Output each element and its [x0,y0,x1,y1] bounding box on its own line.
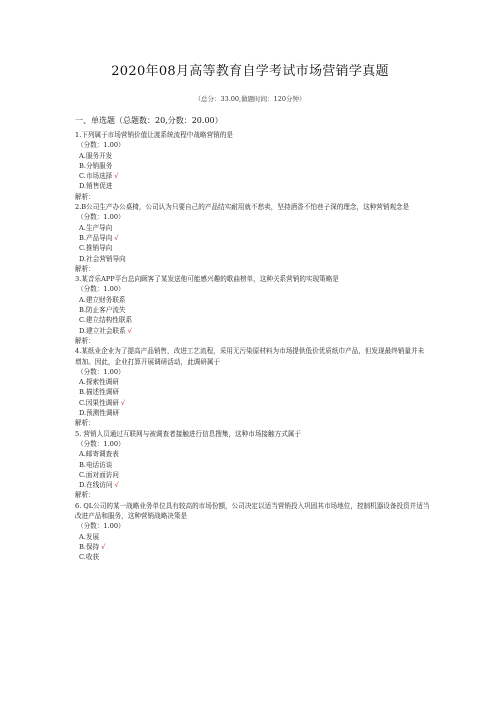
question-stem: 3.某音乐APP平台总向顾客了某发送他可能感兴趣的歌曲榜单，这种关系营销的实现策略是 [75,275,339,284]
question-2 [75,202,430,274]
option-text: B.产品导向 [79,233,113,242]
analysis-label: 解析： [75,192,95,201]
option-a: A.建立财务联系 [79,295,126,304]
document-meta: （总分：33.00,做题时间：120分钟） [194,95,306,103]
option-d [75,326,430,336]
option-a: A.邮寄调查表 [79,450,119,459]
question-score: （分数：1.00） [77,141,125,150]
option-text: B.保持 [79,542,100,551]
option-c [75,171,430,181]
option-d: D.社会营销导向 [79,254,126,263]
option-a: A.生产导向 [79,223,113,232]
section-heading: 一、单选题（总题数：20,分数：20.00） [75,116,223,125]
option-a: A.发展 [79,532,100,541]
question-list [75,130,430,562]
option-b [75,542,430,552]
question-3 [75,274,430,346]
option-text: D.在线访问 [79,481,113,490]
option-c: C.建立结构性联系 [79,316,133,325]
option-b: B.分销服务 [79,161,113,170]
option-b: B.防止客户流失 [79,306,126,315]
question-stem: 4.某纸业企业为了提高产品销售，改进工艺流程，采用无污染原材料为市场提供低价优质纸巾产品，但发现最终销量并未增加。因此，企业打算开展调研活动，此调研属于 [75,347,425,366]
question-score: （分数：1.00） [77,439,125,448]
question-score: （分数：1.00） [77,367,125,376]
option-text: C.因果性调研 [79,398,119,407]
question-score: （分数：1.00） [77,213,125,222]
question-stem: 5. 营销人员通过互联网与被调查者接触进行信息搜集，这种市场接触方式属于 [75,429,301,438]
analysis-label: 解析： [75,491,95,500]
document-title: 2020年08月高等教育自学考试市场营销学真题 [111,64,389,79]
correct-mark-icon: √ [120,398,126,407]
question-4 [75,346,430,428]
question-1 [75,130,430,202]
option-b: B.电话访谈 [79,460,113,469]
option-d: D.销售促进 [79,182,113,191]
option-d: D.预测性调研 [79,409,120,418]
analysis-label: 解析： [75,264,95,273]
question-stem: 2.B公司生产办公桌椅，公司认为只要自己的产品结实耐用就不愁卖，坚持酒香不怕巷子深的理念，这种营销观念是 [75,203,410,212]
option-a: A.服务开发 [79,151,113,160]
correct-mark-icon: √ [114,233,119,242]
option-d [75,480,430,490]
option-a: A.探索性调研 [79,378,119,387]
question-5 [75,429,430,501]
question-score: （分数：1.00） [77,285,125,294]
option-c: C.推销导向 [79,244,113,253]
option-b [75,233,430,243]
option-c: C.收获 [79,553,100,562]
analysis-label: 解析： [75,419,95,428]
correct-mark-icon: √ [114,481,119,490]
question-stem: 1.下列属于市场营销价值让渡系统流程中战略营销的是 [75,131,233,139]
option-text: D.建立社会联系 [79,326,126,335]
question-6 [75,501,430,563]
correct-mark-icon: √ [114,172,119,181]
correct-mark-icon: √ [101,542,106,551]
option-c [75,398,430,408]
correct-mark-icon: √ [127,326,132,335]
option-text: C.市场选择 [79,172,113,181]
question-score: （分数：1.00） [77,522,125,531]
option-b: B.描述性调研 [79,388,119,397]
analysis-label: 解析： [75,336,95,345]
question-stem: 6. QL公司的某一战略业务单位具有较高的市场份额，公司决定以适当营销投入巩固其市场地位，控制机器设备投资并适当改进产品和服务，这种营销战略决策是 [75,501,430,520]
option-c: C.面对面访问 [79,470,119,479]
